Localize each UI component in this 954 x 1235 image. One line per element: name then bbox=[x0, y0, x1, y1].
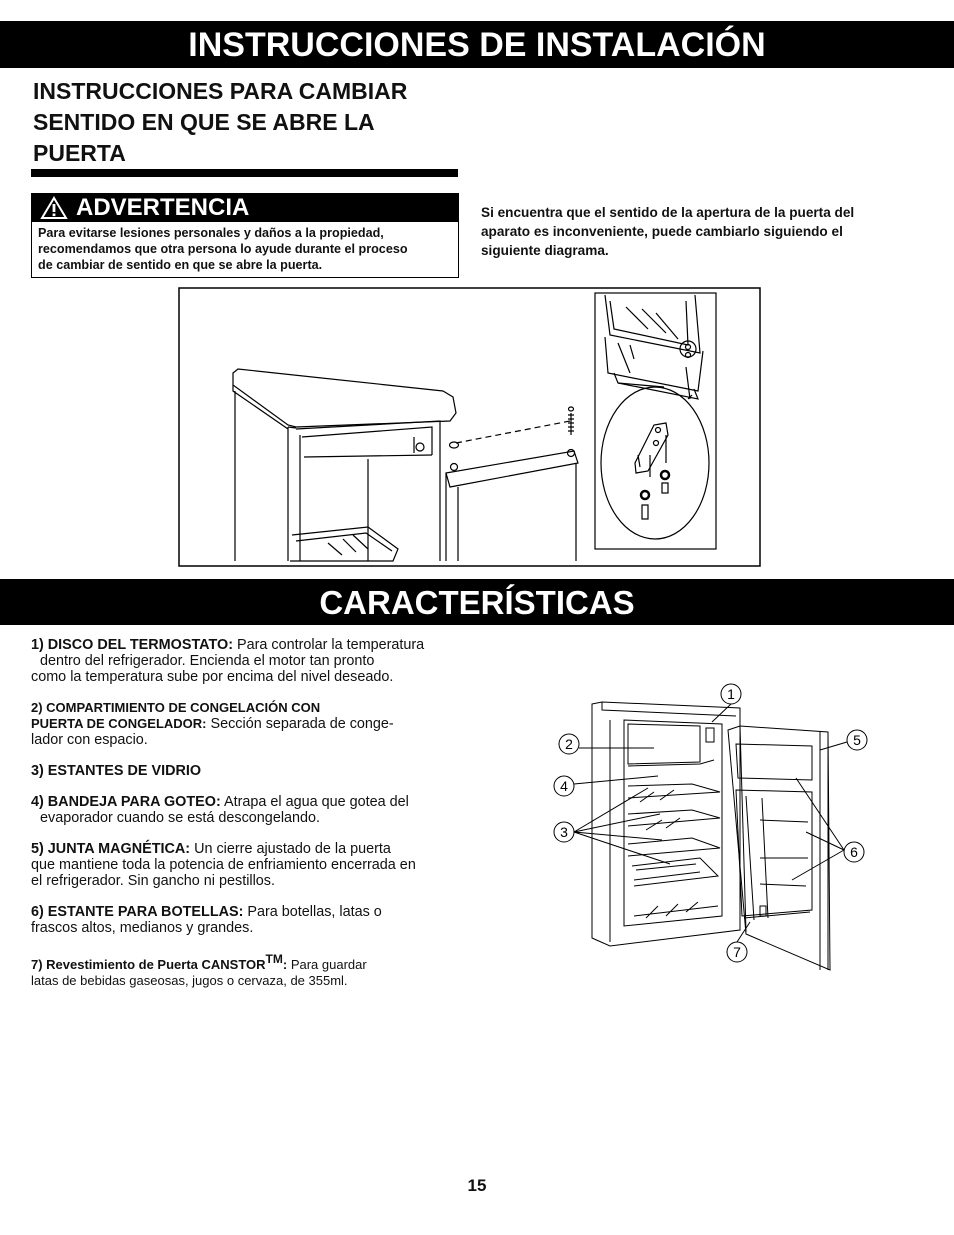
feature-label-4: 4) BANDEJA PARA GOTEO: bbox=[31, 794, 221, 810]
feature-line-7a: Para guardar bbox=[287, 956, 367, 972]
feature-line-1b: dentro del refrigerador. Encienda el motor tan pronto bbox=[40, 653, 375, 669]
feature-line-2b: lador con espacio. bbox=[31, 732, 148, 748]
feature-line-2a: Sección separada de conge- bbox=[206, 716, 394, 732]
features-list bbox=[31, 637, 471, 1004]
feature-line-4b: evaporador cuando se está descongelando. bbox=[40, 810, 321, 826]
fridge-features-diagram bbox=[550, 680, 870, 980]
feature-line-6a: Para botellas, latas o bbox=[243, 904, 382, 920]
feature-item-2 bbox=[31, 700, 471, 748]
feature-line-5c: el refrigerador. Sin gancho ni pestillos. bbox=[31, 873, 275, 889]
feature-line-4a: Atrapa el agua que gotea del bbox=[220, 794, 409, 810]
feature-line-6b: frascos altos, medianos y grandes. bbox=[31, 920, 254, 936]
warning-header bbox=[32, 194, 458, 222]
subtitle-line-2: SENTIDO EN QUE SE ABRE LA bbox=[33, 109, 375, 135]
callout-7: 7 bbox=[733, 944, 741, 960]
feature-label-1: 1) DISCO DEL TERMOSTATO: bbox=[31, 637, 234, 653]
feature-label-5: 5) JUNTA MAGNÉTICA: bbox=[31, 841, 191, 857]
installation-banner: INSTRUCCIONES DE INSTALACIÓN bbox=[0, 21, 954, 68]
callout-3: 3 bbox=[560, 824, 568, 840]
callout-1: 1 bbox=[727, 686, 735, 702]
page-number: 15 bbox=[467, 1176, 487, 1195]
warning-triangle-icon bbox=[40, 196, 68, 220]
feature-label-7: 7) Revestimiento de Puerta CANSTOR bbox=[31, 956, 266, 972]
feature-item-1 bbox=[31, 637, 471, 685]
trademark-sup: TM bbox=[265, 952, 283, 966]
subtitle-rule bbox=[31, 169, 458, 177]
callout-5: 5 bbox=[853, 732, 861, 748]
feature-item-5 bbox=[31, 841, 471, 889]
feature-line-5b: que mantiene toda la potencia de enfriamiento encerrada en bbox=[31, 857, 416, 873]
callout-6: 6 bbox=[850, 844, 858, 860]
door-reversal-subtitle bbox=[33, 76, 453, 169]
warning-text bbox=[32, 222, 458, 273]
feature-line-1a: Para controlar la temperatura bbox=[233, 637, 425, 653]
door-reversal-diagram bbox=[178, 287, 761, 567]
warning-box bbox=[31, 193, 459, 278]
features-banner: CARACTERÍSTICAS bbox=[0, 579, 954, 625]
intro-line-3: siguiente diagrama. bbox=[481, 243, 609, 258]
callout-4: 4 bbox=[560, 778, 568, 794]
feature-label-2b: PUERTA DE CONGELADOR: bbox=[31, 716, 207, 731]
intro-line-2: aparato es inconveniente, puede cambiarlo siguiendo el bbox=[481, 224, 843, 239]
feature-line-5a: Un cierre ajustado de la puerta bbox=[190, 841, 391, 857]
feature-item-4 bbox=[31, 794, 471, 826]
door-reversal-intro bbox=[481, 203, 921, 260]
feature-label-2a: 2) COMPARTIMIENTO DE CONGELACIÓN CON bbox=[31, 700, 321, 715]
feature-item-3 bbox=[31, 763, 471, 779]
warning-line-3: de cambiar de sentido en que se abre la puerta. bbox=[38, 258, 323, 272]
feature-item-6 bbox=[31, 904, 471, 936]
warning-line-1: Para evitarse lesiones personales y daños a la propiedad, bbox=[38, 226, 384, 240]
feature-label-6: 6) ESTANTE PARA BOTELLAS: bbox=[31, 904, 244, 920]
subtitle-line-3: PUERTA bbox=[33, 140, 126, 166]
warning-title: ADVERTENCIA bbox=[76, 194, 250, 221]
warning-line-2: recomendamos que otra persona lo ayude durante el proceso bbox=[38, 242, 408, 256]
intro-line-1: Si encuentra que el sentido de la apertura de la puerta del bbox=[481, 205, 855, 220]
feature-item-7 bbox=[31, 951, 471, 989]
callout-2: 2 bbox=[565, 736, 573, 752]
feature-label-7-colon: : bbox=[282, 956, 288, 972]
feature-label-3: 3) ESTANTES DE VIDRIO bbox=[31, 763, 202, 779]
feature-line-1c: como la temperatura sube por encima del nivel deseado. bbox=[31, 669, 394, 685]
subtitle-line-1: INSTRUCCIONES PARA CAMBIAR bbox=[33, 78, 408, 104]
feature-line-7b: latas de bebidas gaseosas, jugos o cervaza, de 355ml. bbox=[31, 972, 348, 988]
